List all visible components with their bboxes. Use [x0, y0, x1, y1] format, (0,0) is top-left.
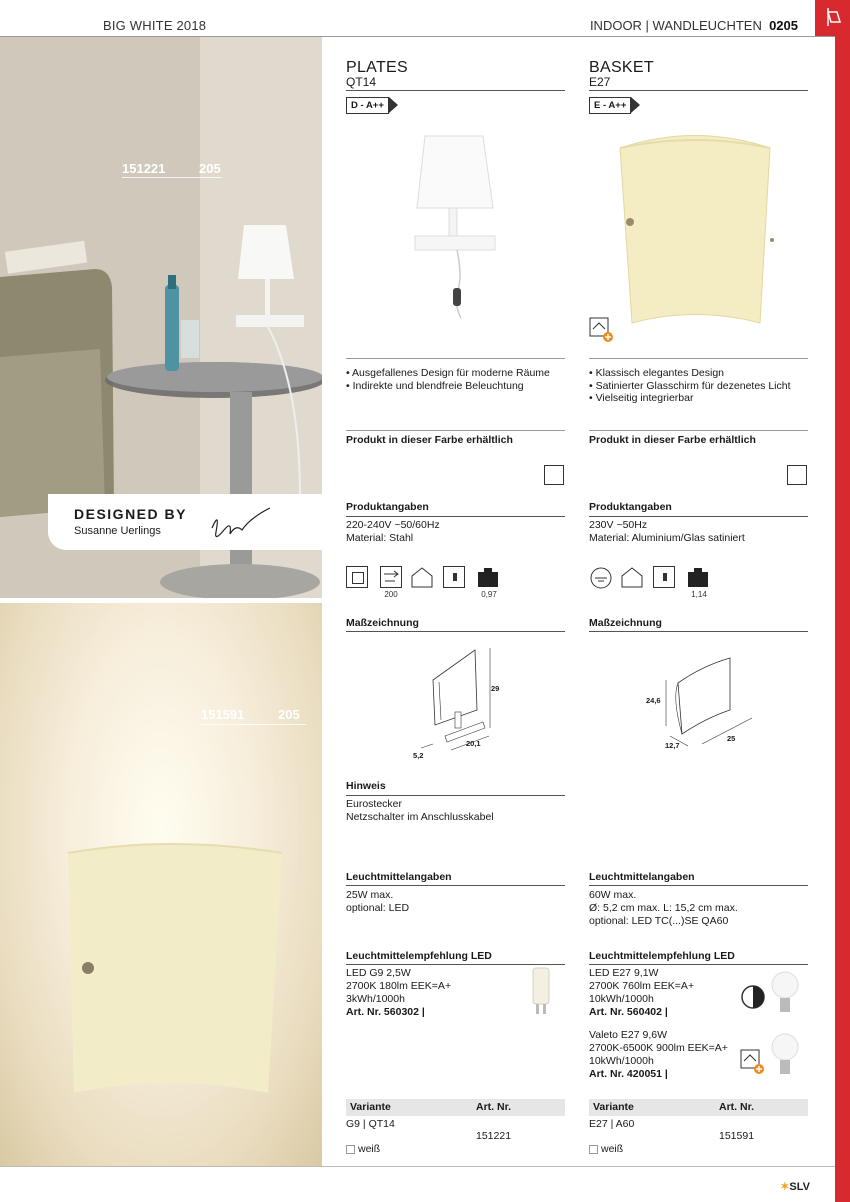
lifestyle-photo-basket: [0, 603, 322, 1166]
protection-class-icon: [346, 566, 368, 588]
brand-logo: [780, 1180, 810, 1193]
energy-arrow-icon: [389, 97, 398, 113]
product-name: PLATES: [346, 59, 408, 76]
led-article-number[interactable]: Art. Nr. 560302 |: [346, 1006, 425, 1018]
feature-item: • Indirekte und blendfreie Beleuchtung: [346, 380, 565, 393]
designed-by-label: DESIGNED BY: [74, 506, 187, 522]
lamp-heading: Leuchtmittelangaben: [346, 871, 452, 883]
feature-list: [589, 367, 808, 405]
energy-class: E - A++: [589, 97, 631, 114]
smart-home-icon: [589, 317, 615, 343]
section-divider: [589, 885, 808, 886]
product-subtitle: E27: [589, 75, 611, 89]
section-divider: [589, 964, 808, 965]
dim-width: 20,1: [466, 739, 481, 748]
variant-group: G9 | QT14: [346, 1118, 395, 1130]
led-recommendation: LED G9 2,5W 2700K 180lm EEK=A+ 3kWh/1000h: [346, 967, 452, 1005]
section-header: [590, 18, 798, 33]
product-image-plates: [405, 128, 505, 323]
photo-page-ref: 205: [278, 707, 300, 722]
smart-home-icon: [740, 1049, 766, 1075]
led-heading: Leuchtmittelempfehlung LED: [589, 950, 735, 962]
specs-heading: Produktangaben: [589, 501, 672, 513]
energy-label: [589, 97, 640, 114]
variant-article[interactable]: 151221: [476, 1130, 512, 1142]
designer-signature: [206, 502, 276, 544]
variant-group: E27 | A60: [589, 1118, 635, 1130]
feature-item: • Klassisch elegantes Design: [589, 367, 808, 380]
specs-text: 230V ~50Hz Material: Aluminium/Glas satiniert: [589, 519, 745, 544]
photo-article-code: 151591: [201, 707, 245, 722]
photo-article-code: 151221: [122, 161, 166, 176]
feature-item: • Satinierter Glasschirm für dezenetes Licht: [589, 380, 808, 393]
glowing-lamp-illustration: [0, 603, 322, 1166]
variant-article[interactable]: 151591: [719, 1130, 755, 1142]
dim-width: 25: [727, 734, 736, 743]
page-number: 0205: [769, 18, 798, 33]
cable-length-icon: [380, 566, 402, 588]
mounting-wall-icon: [620, 566, 644, 588]
weight-icon: [476, 566, 500, 588]
lamp-heading: Leuchtmittelangaben: [589, 871, 695, 883]
photo-label-line: [122, 177, 222, 178]
dimmable-icon: [739, 983, 767, 1011]
led-article-number[interactable]: Art. Nr. 560402 |: [589, 1006, 668, 1018]
designer-name: Susanne Uerlings: [74, 525, 161, 537]
drawing-heading: Maßzeichnung: [346, 617, 419, 629]
section-divider: [346, 795, 565, 796]
weight-value: 0,97: [481, 590, 497, 599]
footer-divider: [0, 1166, 835, 1167]
led-recommendation: LED E27 9,1W 2700K 760lm EEK=A+ 10kWh/1000h: [589, 967, 695, 1005]
section-divider: [346, 885, 565, 886]
weight-value: 1,14: [691, 590, 707, 599]
photo-page-ref: 205: [199, 161, 221, 176]
variant-table-header: [589, 1099, 808, 1116]
lamp-tab[interactable]: [815, 0, 850, 36]
e27-bulb-icon: [770, 968, 800, 1020]
weight-icon: [686, 566, 710, 588]
dim-depth: 12,7: [665, 741, 680, 750]
energy-class: D - A++: [346, 97, 389, 114]
product-image-basket: [610, 128, 780, 328]
protection-class-icon: [589, 566, 613, 590]
dimension-drawing-basket: [650, 648, 760, 753]
art-col-header: Art. Nr.: [719, 1101, 755, 1113]
energy-arrow-icon: [631, 97, 640, 113]
color-swatch-white[interactable]: [787, 465, 807, 485]
variant-row[interactable]: [589, 1130, 623, 1156]
led-article-number[interactable]: Art. Nr. 420051 |: [589, 1068, 668, 1080]
photo-label-line: [201, 724, 306, 725]
wall-mount-icon: [443, 566, 465, 588]
mounting-wall-icon: [410, 566, 434, 588]
dim-depth: 5,2: [413, 751, 424, 760]
section-divider: [346, 516, 565, 517]
variant-row[interactable]: [346, 1130, 380, 1156]
dim-height: 24,6: [646, 696, 661, 705]
section-name: INDOOR | WANDLEUCHTEN: [589, 18, 762, 33]
cable-length-value: 200: [384, 590, 398, 599]
catalog-title: BIG WHITE 2018: [103, 18, 207, 33]
color-heading: Produkt in dieser Farbe erhältlich: [589, 434, 756, 446]
note-heading: Hinweis: [346, 780, 386, 792]
g9-bulb-icon: [528, 966, 554, 1018]
title-divider: [346, 90, 565, 91]
dim-height: 29: [491, 684, 500, 693]
brand-star-icon: ✶: [780, 1181, 790, 1193]
led-heading: Leuchtmittelempfehlung LED: [346, 950, 492, 962]
feature-item: • Vielseitig integrierbar: [589, 392, 808, 405]
variant-color-swatch: [346, 1145, 355, 1154]
variant-col-header: Variante: [593, 1101, 634, 1113]
variant-table-header: [346, 1099, 565, 1116]
color-swatch-white[interactable]: [544, 465, 564, 485]
led-recommendation: Valeto E27 9,6W 2700K-6500K 900lm EEK=A+ 10kWh/1000h: [589, 1029, 728, 1067]
drawing-heading: Maßzeichnung: [589, 617, 662, 629]
title-divider: [589, 90, 808, 91]
section-divider: [346, 430, 565, 431]
variant-col-header: Variante: [350, 1101, 391, 1113]
section-divider: [589, 516, 808, 517]
specs-heading: Produktangaben: [346, 501, 429, 513]
variant-color-swatch: [589, 1145, 598, 1154]
lamp-text: 25W max. optional: LED: [346, 889, 410, 914]
accent-bar: [835, 0, 850, 1202]
product-subtitle: QT14: [346, 75, 377, 89]
section-divider: [346, 358, 565, 359]
wall-lamp-icon: [815, 0, 850, 36]
color-heading: Produkt in dieser Farbe erhältlich: [346, 434, 513, 446]
variant-color: weiß: [601, 1143, 624, 1155]
section-divider: [346, 631, 565, 632]
feature-item: • Ausgefallenes Design für moderne Räume: [346, 367, 565, 380]
specs-text: 220-240V ~50/60Hz Material: Stahl: [346, 519, 440, 544]
section-divider: [346, 964, 565, 965]
feature-list: [346, 367, 565, 392]
e27-bulb-icon: [770, 1030, 800, 1082]
lamp-text: 60W max. Ø: 5,2 cm max. L: 15,2 cm max. optional: LED TC(...)SE QA60: [589, 889, 738, 927]
note-text: Eurostecker Netzschalter im Anschlusskabel: [346, 798, 494, 823]
energy-label: [346, 97, 398, 114]
dimension-drawing-plates: [405, 640, 515, 765]
art-col-header: Art. Nr.: [476, 1101, 512, 1113]
brand-text: SLV: [789, 1181, 810, 1193]
section-divider: [589, 358, 808, 359]
section-divider: [589, 430, 808, 431]
variant-color: weiß: [358, 1143, 381, 1155]
designed-by-badge: [48, 494, 322, 550]
wall-mount-icon: [653, 566, 675, 588]
product-name: BASKET: [589, 59, 654, 76]
section-divider: [589, 631, 808, 632]
